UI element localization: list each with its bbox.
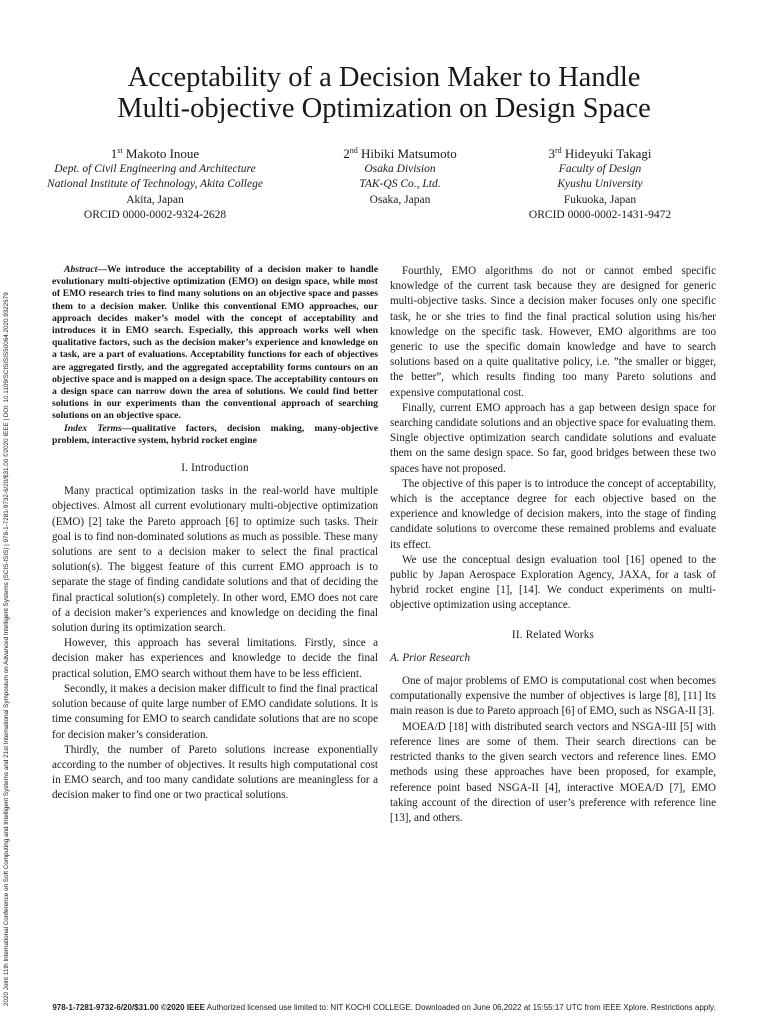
- author-2-name: 2nd Hibiki Matsumoto: [343, 146, 457, 161]
- author-2: [320, 146, 480, 208]
- author-2-dept: Osaka Division: [364, 163, 436, 175]
- abstract-label: Abstract: [64, 264, 98, 275]
- side-note-text: 2020 Joint 11th International Conference on Soft Computing and Intelligent Systems and 21st International Symposium on Advanced Intelligent Systems (SCIS-ISIS) | 978-1-7281-9732-6/20/$31.00 ©2020 IEEE | DOI: 10.1109/SCISISIS50064.2020.9322679: [3, 292, 10, 1006]
- author-1-dept: Dept. of Civil Engineering and Architecture: [54, 163, 256, 175]
- abstract: [52, 264, 378, 423]
- footer-license-text: Authorized licensed use limited to: NIT KOCHI COLLEGE. Downloaded on June 06,2022 at 15:55:17 UTC from IEEE Xplore. Restrictions apply.: [206, 1003, 716, 1012]
- author-1-orcid: ORCID 0000-0002-9324-2628: [83, 208, 227, 221]
- intro-paragraph: Many practical optimization tasks in the real-world have multiple objectives. Almost all current evolutionary multi-objective optimization (EMO) [2] take the Pareto approach [6] to optimize such tasks. Their goal is to find non-dominated solutions as much as possible. These many solutions are sent to a decision maker to select the final practical solution(s). The biggest feature of this current EMO approach is to separate the stage of finding candidate solutions and that of deciding the final practical solution(s) completely. In other word, EMO does not care of a decision maker’s experiences and knowledge on deciding the final solution during its optimization search.: [52, 485, 378, 635]
- intro-paragraph: However, this approach has several limitations. Firstly, since a decision maker has experiences and knowledge to decide the final practical solution, EMO search without them have to be less efficient.: [52, 637, 378, 680]
- footer-copyright-id: 978-1-7281-9732-6/20/$31.00 ©2020 IEEE: [52, 1003, 206, 1012]
- section-1-heading: I. Introduction: [181, 462, 249, 475]
- abstract-text: —We introduce the acceptability of a decision maker to handle evolutionary multi-objective optimization (EMO) on design space, while most of EMO research tries to find many solutions on an objective space and passes them to a decision maker. Unlike this conventional EMO approaches, our approach decides maker’s model with the concept of acceptability and introduces it in EMO search. Especially, this approach works well when qualitative factors, such as the decision maker’s experience and knowledge on a task, are a part of evaluations. Acceptability functions for each of objectives are aggregated firstly, and the aggregated acceptability forms contours on an objective space and is mapped on a design space. The acceptability contours on a design space can narrow down the area of solutions. We could find better solutions in our experiments than the conventional approach of searching solutions on an objective space.: [52, 264, 378, 422]
- right-column: [390, 264, 716, 826]
- left-column: [52, 264, 378, 804]
- index-terms-label: Index Terms: [64, 422, 122, 434]
- index-terms-text: —qualitative factors, decision making, many-objective problem, interactive system, hybrid rocket engine: [52, 422, 378, 446]
- related-paragraph: MOEA/D [18] with distributed search vectors and NSGA-III [5] with reference lines are some of them. Their search directions can be restricted thanks to the given search vectors and reference lines. EMO methods using these approaches have been proposed, for example, reference point based NSGA-II [4], interactive MOEA/D [7], EMO taking account of the direction of user’s preference with reference line [13], and others.: [390, 720, 716, 824]
- author-1-name: 1st Makoto Inoue: [110, 146, 200, 161]
- author-1: [30, 146, 280, 223]
- author-1-org: National Institute of Technology, Akita College: [47, 178, 263, 191]
- author-3-location: Fukuoka, Japan: [563, 193, 637, 206]
- side-bibliographic-note: [1, 6, 13, 1006]
- author-2-org: TAK-QS Co., Ltd.: [359, 178, 441, 191]
- author-block: [47, 146, 710, 226]
- index-terms: [52, 423, 378, 447]
- intro-paragraph: We use the conceptual design evaluation tool [16] opened to the public by Japan Aerospace Exploration Agency, JAXA, for a task of hybrid rocket engine [1], [14]. We conduct experiments on multi-objective optimization using acceptance.: [390, 553, 716, 612]
- section-2-heading: II. Related Works: [511, 628, 595, 641]
- intro-paragraph: Fourthly, EMO algorithms do not or cannot embed specific knowledge of the current task because they are designed for generic multi-objective tasks. Since a decision maker focuses only one specific task, he or she tries to find the final practical solution using his/her knowledge on the specific task. However, EMO algorithms are too generic to use the specific domain knowledge and have to search solutions based on a quite qualitative policy, i.e. ”the smaller or bigger, the better”, which results finding too many Pareto solutions and expensive computational cost.: [390, 265, 716, 399]
- title-line-1: Acceptability of a Decision Maker to Handle: [127, 62, 641, 93]
- author-3-name: 3rd Hideyuki Takagi: [548, 146, 652, 161]
- author-2-location: Osaka, Japan: [369, 193, 431, 206]
- author-3: [500, 146, 700, 223]
- title-line-2: Multi-objective Optimization on Design Space: [117, 93, 651, 124]
- intro-paragraph: Secondly, it makes a decision maker difficult to find the final practical solution because of quite large number of EMO candidate solutions. It is time consuming for EMO to search candidate solutions that are no scope for decision maker’s consideration.: [52, 682, 378, 741]
- intro-paragraph: The objective of this paper is to introduce the concept of acceptability, which is the acceptance degree for each objective based on the experience and knowledge of decision makers, into the stage of finding candidate solutions to overcome these remained problems and evaluate its effect.: [390, 477, 716, 551]
- intro-paragraph: Finally, current EMO approach has a gap between design space for searching candidate solutions and an objective space for evaluating them. Single objective optimization search candidate solutions and evaluate them on the same design space. So far, good bridges between these two spaces have not proposed.: [390, 401, 716, 475]
- subsection-2a-heading: A. Prior Research: [390, 651, 471, 664]
- related-paragraph: One of major problems of EMO is computational cost when becomes computationally expensive the number of objectives is large [8], [11] Its main reason is due to Pareto approach [6] of EMO, such as NSGA-II [3].: [390, 675, 716, 718]
- author-3-dept: Faculty of Design: [558, 163, 642, 175]
- author-1-location: Akita, Japan: [126, 193, 184, 206]
- author-3-orcid: ORCID 0000-0002-1431-9472: [528, 208, 672, 221]
- paper-title: [40, 62, 728, 124]
- intro-paragraph: Thirdly, the number of Pareto solutions increase exponentially according to the number of objectives. It results high computational cost in EMO search, and too many candidate solutions are meaningless for a decision maker to find one or two practical solutions.: [52, 743, 378, 802]
- page-footer: [0, 1003, 768, 1012]
- author-3-org: Kyushu University: [557, 178, 643, 191]
